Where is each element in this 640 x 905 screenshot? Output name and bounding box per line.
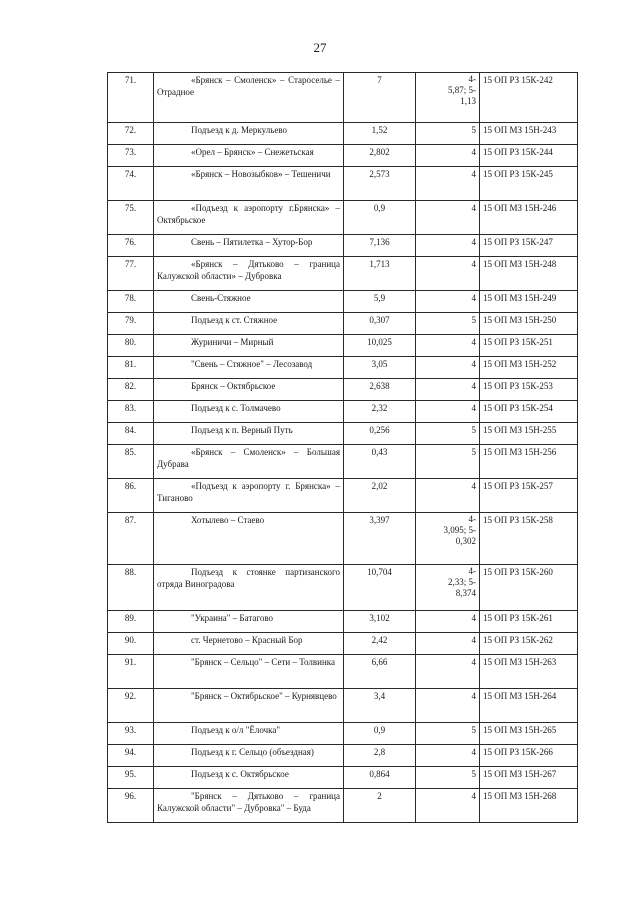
road-category: 4: [416, 379, 480, 401]
road-id: 15 ОП МЗ 15Н-249: [480, 291, 578, 313]
road-name: Подъезд к стоянке партизанского отряда Виноградова: [154, 565, 344, 611]
road-name: Подъезд к п. Верный Путь: [154, 423, 344, 445]
road-category: 4: [416, 689, 480, 723]
road-id: 15 ОП РЗ 15К-257: [480, 479, 578, 513]
table-row: [108, 73, 578, 123]
page-number: 27: [313, 40, 327, 55]
road-category: 4: [416, 401, 480, 423]
road-length: 1,52: [344, 123, 416, 145]
road-name: Брянск – Октябрьское: [154, 379, 344, 401]
row-number: 77.: [108, 257, 154, 291]
road-category: 5: [416, 313, 480, 335]
row-number: 72.: [108, 123, 154, 145]
road-id: 15 ОП МЗ 15Н-256: [480, 445, 578, 479]
road-id: 15 ОП МЗ 15Н-243: [480, 123, 578, 145]
road-id: 15 ОП МЗ 15Н-250: [480, 313, 578, 335]
road-name: «Подъезд к аэропорту г. Брянска» – Тиганово: [154, 479, 344, 513]
road-name: Подъезд к г. Сельцо (объездная): [154, 745, 344, 767]
road-name: Хотылево – Стаево: [154, 513, 344, 565]
row-number: 71.: [108, 73, 154, 123]
road-length: 2,802: [344, 145, 416, 167]
roads-table: [107, 72, 578, 823]
road-name: Подъезд к с. Толмачево: [154, 401, 344, 423]
row-number: 91.: [108, 655, 154, 689]
row-number: 87.: [108, 513, 154, 565]
road-name: «Брянск – Смоленск» – Большая Дубрава: [154, 445, 344, 479]
road-name: ст. Чернетово – Красный Бор: [154, 633, 344, 655]
road-category: 4: [416, 633, 480, 655]
road-name: "Свень – Стяжное" – Лесозавод: [154, 357, 344, 379]
road-id: 15 ОП РЗ 15К-242: [480, 73, 578, 123]
table-row: [108, 335, 578, 357]
row-number: 90.: [108, 633, 154, 655]
road-length: 7,136: [344, 235, 416, 257]
row-number: 85.: [108, 445, 154, 479]
row-number: 95.: [108, 767, 154, 789]
road-length: 0,864: [344, 767, 416, 789]
road-length: 2,573: [344, 167, 416, 201]
road-length: 0,9: [344, 723, 416, 745]
table-row: [108, 479, 578, 513]
road-name: Подъезд к о/л "Ёлочка": [154, 723, 344, 745]
table-row: [108, 445, 578, 479]
table-row: [108, 257, 578, 291]
table-row: [108, 723, 578, 745]
road-category: 4: [416, 257, 480, 291]
road-length: 2,638: [344, 379, 416, 401]
road-length: 7: [344, 73, 416, 123]
road-name: "Украина" – Батагово: [154, 611, 344, 633]
road-id: 15 ОП РЗ 15К-244: [480, 145, 578, 167]
row-number: 96.: [108, 789, 154, 823]
road-length: 0,9: [344, 201, 416, 235]
road-category: 4: [416, 357, 480, 379]
road-category: 4: [416, 167, 480, 201]
road-id: 15 ОП МЗ 15Н-267: [480, 767, 578, 789]
road-length: 5,9: [344, 291, 416, 313]
road-name: Журиничи – Мирный: [154, 335, 344, 357]
table-row: [108, 291, 578, 313]
row-number: 75.: [108, 201, 154, 235]
road-name: "Брянск – Дятьково – граница Калужской области" – Дубровка" – Буда: [154, 789, 344, 823]
road-length: 0,256: [344, 423, 416, 445]
road-length: 2,8: [344, 745, 416, 767]
row-number: 88.: [108, 565, 154, 611]
table-row: [108, 767, 578, 789]
road-length: 3,4: [344, 689, 416, 723]
road-id: 15 ОП МЗ 15Н-255: [480, 423, 578, 445]
table-row: [108, 423, 578, 445]
road-name: "Брянск – Сельцо" – Сети – Толвинка: [154, 655, 344, 689]
row-number: 94.: [108, 745, 154, 767]
row-number: 76.: [108, 235, 154, 257]
road-name: «Брянск – Смоленск» – Староселье – Отрадное: [154, 73, 344, 123]
row-number: 86.: [108, 479, 154, 513]
road-name: «Подъезд к аэропорту г.Брянска» – Октябрьское: [154, 201, 344, 235]
road-id: 15 ОП РЗ 15К-258: [480, 513, 578, 565]
road-length: 2: [344, 789, 416, 823]
road-name: Подъезд к с. Октябрьское: [154, 767, 344, 789]
road-name: Свень – Пятилетка – Хутор-Бор: [154, 235, 344, 257]
row-number: 83.: [108, 401, 154, 423]
table-row: [108, 633, 578, 655]
row-number: 93.: [108, 723, 154, 745]
row-number: 84.: [108, 423, 154, 445]
road-id: 15 ОП РЗ 15К-251: [480, 335, 578, 357]
row-number: 79.: [108, 313, 154, 335]
road-category: 4- 2,33; 5- 8,374: [416, 565, 480, 611]
table-row: [108, 379, 578, 401]
table-row: [108, 313, 578, 335]
table-row: [108, 357, 578, 379]
road-length: 10,025: [344, 335, 416, 357]
road-length: 0,43: [344, 445, 416, 479]
road-category: 4: [416, 789, 480, 823]
road-length: 0,307: [344, 313, 416, 335]
road-category: 4: [416, 235, 480, 257]
road-length: 2,42: [344, 633, 416, 655]
road-length: 3,102: [344, 611, 416, 633]
table-row: [108, 145, 578, 167]
road-id: 15 ОП РЗ 15К-247: [480, 235, 578, 257]
road-category: 5: [416, 123, 480, 145]
road-id: 15 ОП РЗ 15К-260: [480, 565, 578, 611]
row-number: 92.: [108, 689, 154, 723]
road-length: 3,05: [344, 357, 416, 379]
road-id: 15 ОП РЗ 15К-254: [480, 401, 578, 423]
table-row: [108, 201, 578, 235]
road-id: 15 ОП РЗ 15К-266: [480, 745, 578, 767]
road-name: Свень-Стяжное: [154, 291, 344, 313]
road-category: 4: [416, 145, 480, 167]
row-number: 74.: [108, 167, 154, 201]
table-row: [108, 123, 578, 145]
road-length: 10,704: [344, 565, 416, 611]
road-category: 4: [416, 479, 480, 513]
road-length: 2,02: [344, 479, 416, 513]
row-number: 89.: [108, 611, 154, 633]
road-length: 1,713: [344, 257, 416, 291]
road-category: 5: [416, 423, 480, 445]
table-row: [108, 745, 578, 767]
roads-table-body: [108, 73, 578, 823]
table-row: [108, 565, 578, 611]
road-id: 15 ОП МЗ 15Н-268: [480, 789, 578, 823]
road-name: Подъезд к д. Меркульево: [154, 123, 344, 145]
table-row: [108, 513, 578, 565]
road-length: 6,66: [344, 655, 416, 689]
road-category: 5: [416, 767, 480, 789]
road-name: "Брянск – Октябрьское" – Курнявцево: [154, 689, 344, 723]
row-number: 81.: [108, 357, 154, 379]
road-id: 15 ОП МЗ 15Н-264: [480, 689, 578, 723]
road-id: 15 ОП РЗ 15К-253: [480, 379, 578, 401]
row-number: 78.: [108, 291, 154, 313]
row-number: 80.: [108, 335, 154, 357]
road-id: 15 ОП МЗ 15Н-252: [480, 357, 578, 379]
table-row: [108, 789, 578, 823]
table-row: [108, 235, 578, 257]
road-id: 15 ОП МЗ 15Н-263: [480, 655, 578, 689]
table-row: [108, 611, 578, 633]
road-length: 2,32: [344, 401, 416, 423]
road-id: 15 ОП МЗ 15Н-246: [480, 201, 578, 235]
road-name: «Брянск – Дятьково – граница Калужской области» – Дубровка: [154, 257, 344, 291]
road-length: 3,397: [344, 513, 416, 565]
table-row: [108, 655, 578, 689]
road-id: 15 ОП РЗ 15К-261: [480, 611, 578, 633]
road-category: 4: [416, 201, 480, 235]
road-name: «Орел – Брянск» – Снежетьская: [154, 145, 344, 167]
road-id: 15 ОП МЗ 15Н-248: [480, 257, 578, 291]
row-number: 73.: [108, 145, 154, 167]
road-name: «Брянск – Новозыбков» – Тешеничи: [154, 167, 344, 201]
road-category: 5: [416, 723, 480, 745]
road-category: 4: [416, 291, 480, 313]
row-number: 82.: [108, 379, 154, 401]
road-category: 4: [416, 745, 480, 767]
road-category: 5: [416, 445, 480, 479]
road-name: Подъезд к ст. Стяжное: [154, 313, 344, 335]
table-row: [108, 167, 578, 201]
road-id: 15 ОП МЗ 15Н-265: [480, 723, 578, 745]
road-category: 4- 3,095; 5- 0,302: [416, 513, 480, 565]
road-id: 15 ОП РЗ 15К-245: [480, 167, 578, 201]
road-id: 15 ОП РЗ 15К-262: [480, 633, 578, 655]
table-row: [108, 689, 578, 723]
road-category: 4- 5,87; 5- 1,13: [416, 73, 480, 123]
road-category: 4: [416, 611, 480, 633]
table-row: [108, 401, 578, 423]
road-category: 4: [416, 655, 480, 689]
road-category: 4: [416, 335, 480, 357]
